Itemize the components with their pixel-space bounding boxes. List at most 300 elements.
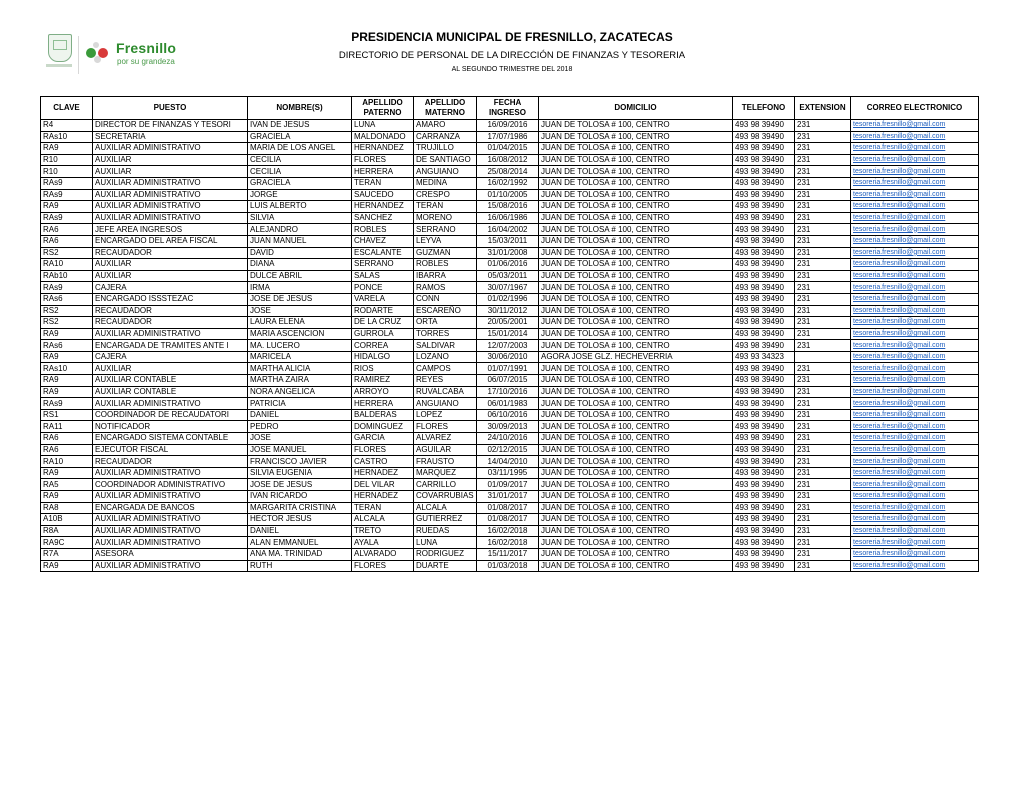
table-row	[41, 398, 979, 410]
table-header-row	[41, 97, 979, 120]
cell-telefono: 493 98 39490	[733, 154, 795, 166]
cell-domicilio: JUAN DE TOLOSA # 100, CENTRO	[539, 537, 733, 549]
cell-puesto: RECAUDADOR	[93, 456, 248, 468]
cell-correo[interactable]: tesoreria.fresnillo@gmail.com	[851, 131, 979, 143]
cell-correo[interactable]: tesoreria.fresnillo@gmail.com	[851, 525, 979, 537]
cell-domicilio: JUAN DE TOLOSA # 100, CENTRO	[539, 491, 733, 503]
cell-nombre: MARGARITA CRISTINA	[248, 502, 352, 514]
table-row	[41, 235, 979, 247]
cell-apellido-materno: ROBLES	[414, 259, 477, 271]
table-row	[41, 166, 979, 178]
cell-apellido-materno: ANGUIANO	[414, 398, 477, 410]
cell-clave: RA10	[41, 259, 93, 271]
cell-correo[interactable]: tesoreria.fresnillo@gmail.com	[851, 270, 979, 282]
cell-apellido-materno: ANGUIANO	[414, 166, 477, 178]
cell-fecha-ingreso: 16/08/2012	[477, 154, 539, 166]
cell-puesto: AUXILIAR ADMINISTRATIVO	[93, 514, 248, 526]
cell-nombre: JOSE	[248, 433, 352, 445]
cell-nombre: MARIA DE LOS ANGEL	[248, 143, 352, 155]
cell-apellido-paterno: HIDALGO	[352, 351, 414, 363]
cell-domicilio: JUAN DE TOLOSA # 100, CENTRO	[539, 386, 733, 398]
cell-clave: RA8	[41, 502, 93, 514]
cell-clave: RA5	[41, 479, 93, 491]
cell-apellido-paterno: TERAN	[352, 502, 414, 514]
cell-telefono: 493 98 39490	[733, 143, 795, 155]
cell-puesto: DIRECTOR DE FINANZAS Y TESORI	[93, 120, 248, 132]
cell-apellido-materno: LEYVA	[414, 235, 477, 247]
table-row	[41, 247, 979, 259]
cell-apellido-materno: TRUJILLO	[414, 143, 477, 155]
cell-apellido-paterno: FLORES	[352, 444, 414, 456]
cell-fecha-ingreso: 01/04/2015	[477, 143, 539, 155]
table-row	[41, 363, 979, 375]
cell-fecha-ingreso: 12/07/2003	[477, 340, 539, 352]
cell-clave: RAs6	[41, 340, 93, 352]
cell-telefono: 493 98 39490	[733, 317, 795, 329]
column-header-clave: CLAVE	[41, 97, 93, 120]
cell-telefono: 493 98 39490	[733, 166, 795, 178]
cell-apellido-paterno: RIOS	[352, 363, 414, 375]
cell-apellido-materno: RUEDAS	[414, 525, 477, 537]
cell-apellido-paterno: ESCALANTE	[352, 247, 414, 259]
cell-apellido-materno: DE SANTIAGO	[414, 154, 477, 166]
cell-nombre: GRACIELA	[248, 131, 352, 143]
cell-correo[interactable]: tesoreria.fresnillo@gmail.com	[851, 293, 979, 305]
cell-puesto: AUXILIAR ADMINISTRATIVO	[93, 328, 248, 340]
cell-nombre: IVAN RICARDO	[248, 491, 352, 503]
cell-nombre: SILVIA	[248, 212, 352, 224]
cell-apellido-paterno: TRETO	[352, 525, 414, 537]
cell-telefono: 493 98 39490	[733, 177, 795, 189]
cell-fecha-ingreso: 30/07/1967	[477, 282, 539, 294]
cell-apellido-paterno: FLORES	[352, 154, 414, 166]
table-row	[41, 548, 979, 560]
cell-nombre: IRMA	[248, 282, 352, 294]
column-header-nombre: NOMBRE(S)	[248, 97, 352, 120]
cell-domicilio: JUAN DE TOLOSA # 100, CENTRO	[539, 189, 733, 201]
cell-telefono: 493 98 39490	[733, 514, 795, 526]
cell-extension: 231	[795, 247, 851, 259]
cell-correo[interactable]: tesoreria.fresnillo@gmail.com	[851, 386, 979, 398]
cell-nombre: JUAN MANUEL	[248, 235, 352, 247]
cell-clave: RS2	[41, 305, 93, 317]
cell-apellido-materno: ALVAREZ	[414, 433, 477, 445]
document-subtitle: DIRECTORIO DE PERSONAL DE LA DIRECCIÓN DE FINANZAS Y TESORERIA	[338, 50, 686, 61]
cell-telefono: 493 98 39490	[733, 525, 795, 537]
cell-extension: 231	[795, 317, 851, 329]
cell-fecha-ingreso: 31/01/2017	[477, 491, 539, 503]
cell-fecha-ingreso: 24/10/2016	[477, 433, 539, 445]
cell-apellido-paterno: ALVARADO	[352, 548, 414, 560]
cell-apellido-paterno: CHAVEZ	[352, 235, 414, 247]
cell-clave: RAs9	[41, 177, 93, 189]
cell-fecha-ingreso: 02/12/2015	[477, 444, 539, 456]
cell-extension: 231	[795, 560, 851, 572]
cell-nombre: SILVIA EUGENIA	[248, 467, 352, 479]
cell-correo[interactable]: tesoreria.fresnillo@gmail.com	[851, 247, 979, 259]
cell-telefono: 493 98 39490	[733, 259, 795, 271]
cell-telefono: 493 98 39490	[733, 491, 795, 503]
cell-clave: R10	[41, 166, 93, 178]
table-row	[41, 201, 979, 213]
cell-apellido-materno: IBARRA	[414, 270, 477, 282]
document-title: PRESIDENCIA MUNICIPAL DE FRESNILLO, ZACATECAS	[351, 30, 673, 44]
cell-puesto: AUXILIAR	[93, 270, 248, 282]
cell-correo[interactable]: tesoreria.fresnillo@gmail.com	[851, 201, 979, 213]
cell-nombre: PEDRO	[248, 421, 352, 433]
cell-puesto: AUXILIAR ADMINISTRATIVO	[93, 467, 248, 479]
cell-telefono: 493 98 39490	[733, 421, 795, 433]
cell-apellido-paterno: HERRERA	[352, 398, 414, 410]
cell-correo[interactable]: tesoreria.fresnillo@gmail.com	[851, 548, 979, 560]
cell-correo[interactable]: tesoreria.fresnillo@gmail.com	[851, 351, 979, 363]
cell-telefono: 493 98 39490	[733, 282, 795, 294]
cell-domicilio: JUAN DE TOLOSA # 100, CENTRO	[539, 502, 733, 514]
cell-correo[interactable]: tesoreria.fresnillo@gmail.com	[851, 502, 979, 514]
cell-puesto: AUXILIAR ADMINISTRATIVO	[93, 189, 248, 201]
cell-correo[interactable]: tesoreria.fresnillo@gmail.com	[851, 166, 979, 178]
cell-fecha-ingreso: 16/02/1992	[477, 177, 539, 189]
cell-extension: 231	[795, 328, 851, 340]
cell-nombre: JOSE	[248, 305, 352, 317]
cell-apellido-materno: SALDIVAR	[414, 340, 477, 352]
cell-nombre: DANIEL	[248, 525, 352, 537]
cell-domicilio: JUAN DE TOLOSA # 100, CENTRO	[539, 270, 733, 282]
cell-domicilio: JUAN DE TOLOSA # 100, CENTRO	[539, 444, 733, 456]
cell-apellido-materno: SERRANO	[414, 224, 477, 236]
cell-extension: 231	[795, 548, 851, 560]
cell-nombre: MARTHA ALICIA	[248, 363, 352, 375]
cell-correo[interactable]: tesoreria.fresnillo@gmail.com	[851, 479, 979, 491]
table-row	[41, 467, 979, 479]
cell-telefono: 493 98 39490	[733, 212, 795, 224]
cell-puesto: ENCARGADO SISTEMA CONTABLE	[93, 433, 248, 445]
cell-telefono: 493 98 39490	[733, 386, 795, 398]
cell-apellido-materno: MEDINA	[414, 177, 477, 189]
table-row	[41, 525, 979, 537]
table-row	[41, 189, 979, 201]
cell-correo[interactable]: tesoreria.fresnillo@gmail.com	[851, 456, 979, 468]
cell-apellido-materno: AGUILAR	[414, 444, 477, 456]
document-period: AL SEGUNDO TRIMESTRE DEL 2018	[451, 66, 573, 73]
table-row	[41, 514, 979, 526]
cell-extension: 231	[795, 154, 851, 166]
cell-clave: RAs10	[41, 131, 93, 143]
table-row	[41, 212, 979, 224]
table-row	[41, 143, 979, 155]
table-row	[41, 421, 979, 433]
cell-puesto: JEFE AREA INGRESOS	[93, 224, 248, 236]
cell-correo[interactable]: tesoreria.fresnillo@gmail.com	[851, 305, 979, 317]
cell-correo[interactable]: tesoreria.fresnillo@gmail.com	[851, 317, 979, 329]
cell-correo[interactable]: tesoreria.fresnillo@gmail.com	[851, 120, 979, 132]
cell-extension: 231	[795, 409, 851, 421]
cell-apellido-materno: CARRANZA	[414, 131, 477, 143]
cell-domicilio: JUAN DE TOLOSA # 100, CENTRO	[539, 398, 733, 410]
cell-extension: 231	[795, 224, 851, 236]
cell-fecha-ingreso: 15/11/2017	[477, 548, 539, 560]
cell-correo[interactable]: tesoreria.fresnillo@gmail.com	[851, 235, 979, 247]
cell-apellido-materno: MARQUEZ	[414, 467, 477, 479]
cell-apellido-materno: CAMPOS	[414, 363, 477, 375]
table-row	[41, 386, 979, 398]
cell-domicilio: JUAN DE TOLOSA # 100, CENTRO	[539, 282, 733, 294]
column-header-telefono: TELEFONO	[733, 97, 795, 120]
cell-nombre: HECTOR JESUS	[248, 514, 352, 526]
cell-apellido-materno: DUARTE	[414, 560, 477, 572]
cell-nombre: LUIS ALBERTO	[248, 201, 352, 213]
cell-correo[interactable]: tesoreria.fresnillo@gmail.com	[851, 467, 979, 479]
cell-nombre: JORGE	[248, 189, 352, 201]
table-row	[41, 409, 979, 421]
cell-fecha-ingreso: 06/10/2016	[477, 409, 539, 421]
cell-correo[interactable]: tesoreria.fresnillo@gmail.com	[851, 154, 979, 166]
cell-puesto: AUXILIAR	[93, 363, 248, 375]
cell-apellido-paterno: HERNANDEZ	[352, 143, 414, 155]
cell-clave: R4	[41, 120, 93, 132]
cell-correo[interactable]: tesoreria.fresnillo@gmail.com	[851, 433, 979, 445]
cell-fecha-ingreso: 17/07/1986	[477, 131, 539, 143]
cell-puesto: AUXILIAR ADMINISTRATIVO	[93, 177, 248, 189]
cell-correo[interactable]: tesoreria.fresnillo@gmail.com	[851, 398, 979, 410]
cell-clave: RA9	[41, 560, 93, 572]
cell-domicilio: JUAN DE TOLOSA # 100, CENTRO	[539, 456, 733, 468]
cell-puesto: COORDINADOR ADMINISTRATIVO	[93, 479, 248, 491]
cell-domicilio: JUAN DE TOLOSA # 100, CENTRO	[539, 305, 733, 317]
cell-apellido-materno: ORTA	[414, 317, 477, 329]
cell-domicilio: JUAN DE TOLOSA # 100, CENTRO	[539, 120, 733, 132]
cell-apellido-materno: AMARO	[414, 120, 477, 132]
table-row	[41, 537, 979, 549]
cell-correo[interactable]: tesoreria.fresnillo@gmail.com	[851, 491, 979, 503]
cell-correo[interactable]: tesoreria.fresnillo@gmail.com	[851, 444, 979, 456]
column-header-apellido-paterno: APELLIDO PATERNO	[352, 97, 414, 120]
cell-domicilio: JUAN DE TOLOSA # 100, CENTRO	[539, 433, 733, 445]
cell-puesto: RECAUDADOR	[93, 305, 248, 317]
cell-puesto: ENCARGADA DE TRAMITES ANTE I	[93, 340, 248, 352]
cell-extension: 231	[795, 293, 851, 305]
cell-puesto: AUXILIAR CONTABLE	[93, 375, 248, 387]
cell-puesto: CAJERA	[93, 351, 248, 363]
cell-clave: RS2	[41, 247, 93, 259]
table-row	[41, 340, 979, 352]
cell-puesto: CAJERA	[93, 282, 248, 294]
cell-telefono: 493 98 39490	[733, 433, 795, 445]
cell-telefono: 493 98 39490	[733, 293, 795, 305]
cell-puesto: AUXILIAR ADMINISTRATIVO	[93, 143, 248, 155]
cell-fecha-ingreso: 20/05/2001	[477, 317, 539, 329]
cell-telefono: 493 98 39490	[733, 363, 795, 375]
cell-puesto: ASESORA	[93, 548, 248, 560]
cell-apellido-paterno: HERRERA	[352, 166, 414, 178]
cell-nombre: DIANA	[248, 259, 352, 271]
table-row	[41, 154, 979, 166]
cell-nombre: DULCE ABRIL	[248, 270, 352, 282]
cell-apellido-materno: ALCALA	[414, 502, 477, 514]
cell-telefono: 493 98 39490	[733, 560, 795, 572]
cell-apellido-paterno: HERNADEZ	[352, 491, 414, 503]
cell-correo[interactable]: tesoreria.fresnillo@gmail.com	[851, 363, 979, 375]
cell-puesto: AUXILIAR ADMINISTRATIVO	[93, 560, 248, 572]
cell-extension	[795, 351, 851, 363]
cell-fecha-ingreso: 30/09/2013	[477, 421, 539, 433]
cell-domicilio: JUAN DE TOLOSA # 100, CENTRO	[539, 247, 733, 259]
cell-puesto: ENCARGADO ISSSTEZAC	[93, 293, 248, 305]
cell-clave: RA9	[41, 328, 93, 340]
table-row	[41, 502, 979, 514]
cell-nombre: JOSE DE JESUS	[248, 479, 352, 491]
cell-puesto: ENCARGADA DE BANCOS	[93, 502, 248, 514]
cell-puesto: AUXILIAR	[93, 166, 248, 178]
cell-puesto: RECAUDADOR	[93, 247, 248, 259]
cell-correo[interactable]: tesoreria.fresnillo@gmail.com	[851, 340, 979, 352]
cell-fecha-ingreso: 01/03/2018	[477, 560, 539, 572]
cell-correo[interactable]: tesoreria.fresnillo@gmail.com	[851, 177, 979, 189]
cell-clave: R8A	[41, 525, 93, 537]
cell-apellido-paterno: DOMINGUEZ	[352, 421, 414, 433]
cell-nombre: FRANCISCO JAVIER	[248, 456, 352, 468]
cell-apellido-paterno: ARROYO	[352, 386, 414, 398]
cell-extension: 231	[795, 467, 851, 479]
column-header-domicilio: DOMICILIO	[539, 97, 733, 120]
cell-correo[interactable]: tesoreria.fresnillo@gmail.com	[851, 189, 979, 201]
cell-domicilio: JUAN DE TOLOSA # 100, CENTRO	[539, 293, 733, 305]
cell-correo[interactable]: tesoreria.fresnillo@gmail.com	[851, 514, 979, 526]
cell-domicilio: JUAN DE TOLOSA # 100, CENTRO	[539, 154, 733, 166]
cell-correo[interactable]: tesoreria.fresnillo@gmail.com	[851, 259, 979, 271]
cell-puesto: SECRETARIA	[93, 131, 248, 143]
cell-apellido-materno: REYES	[414, 375, 477, 387]
column-header-extension: EXTENSION	[795, 97, 851, 120]
cell-extension: 231	[795, 525, 851, 537]
cell-puesto: AUXILIAR ADMINISTRATIVO	[93, 491, 248, 503]
cell-clave: RA6	[41, 433, 93, 445]
table-row	[41, 560, 979, 572]
cell-telefono: 493 98 39490	[733, 224, 795, 236]
cell-extension: 231	[795, 270, 851, 282]
table-row	[41, 282, 979, 294]
cell-apellido-materno: CRESPO	[414, 189, 477, 201]
cell-clave: RA9	[41, 491, 93, 503]
cell-fecha-ingreso: 01/08/2017	[477, 502, 539, 514]
cell-domicilio: JUAN DE TOLOSA # 100, CENTRO	[539, 317, 733, 329]
logo-tagline: por su grandeza	[117, 57, 175, 66]
cell-fecha-ingreso: 16/02/2018	[477, 525, 539, 537]
cell-domicilio: JUAN DE TOLOSA # 100, CENTRO	[539, 363, 733, 375]
cell-domicilio: JUAN DE TOLOSA # 100, CENTRO	[539, 177, 733, 189]
cell-fecha-ingreso: 16/04/2002	[477, 224, 539, 236]
cell-apellido-materno: RODRIGUEZ	[414, 548, 477, 560]
cell-nombre: MARICELA	[248, 351, 352, 363]
cell-domicilio: JUAN DE TOLOSA # 100, CENTRO	[539, 224, 733, 236]
cell-clave: RAs9	[41, 189, 93, 201]
cell-apellido-paterno: PONCE	[352, 282, 414, 294]
cell-nombre: CECILIA	[248, 166, 352, 178]
cell-apellido-paterno: SAUCEDO	[352, 189, 414, 201]
cell-clave: RAs10	[41, 363, 93, 375]
cell-telefono: 493 98 39490	[733, 548, 795, 560]
column-header-correo: CORREO ELECTRONICO	[851, 97, 979, 120]
cell-apellido-materno: TERAN	[414, 201, 477, 213]
cell-domicilio: JUAN DE TOLOSA # 100, CENTRO	[539, 328, 733, 340]
cell-clave: RAs9	[41, 282, 93, 294]
cell-correo[interactable]: tesoreria.fresnillo@gmail.com	[851, 421, 979, 433]
cell-clave: RA9	[41, 375, 93, 387]
table-row	[41, 293, 979, 305]
cell-telefono: 493 98 39490	[733, 201, 795, 213]
table-row	[41, 224, 979, 236]
column-header-apellido-materno: APELLIDO MATERNO	[414, 97, 477, 120]
cell-puesto: ENCARGADO DEL AREA FISCAL	[93, 235, 248, 247]
cell-apellido-paterno: SALAS	[352, 270, 414, 282]
cell-domicilio: JUAN DE TOLOSA # 100, CENTRO	[539, 131, 733, 143]
cell-domicilio: JUAN DE TOLOSA # 100, CENTRO	[539, 525, 733, 537]
table-row	[41, 351, 979, 363]
cell-correo[interactable]: tesoreria.fresnillo@gmail.com	[851, 409, 979, 421]
cell-telefono: 493 98 39490	[733, 502, 795, 514]
cell-telefono: 493 93 34323	[733, 351, 795, 363]
cell-puesto: AUXILIAR CONTABLE	[93, 386, 248, 398]
cell-extension: 231	[795, 363, 851, 375]
table-row	[41, 491, 979, 503]
cell-nombre: PATRICIA	[248, 398, 352, 410]
cell-puesto: AUXILIAR ADMINISTRATIVO	[93, 398, 248, 410]
cell-correo[interactable]: tesoreria.fresnillo@gmail.com	[851, 328, 979, 340]
cell-extension: 231	[795, 491, 851, 503]
cell-correo[interactable]: tesoreria.fresnillo@gmail.com	[851, 224, 979, 236]
cell-correo[interactable]: tesoreria.fresnillo@gmail.com	[851, 375, 979, 387]
cell-telefono: 493 98 39490	[733, 479, 795, 491]
cell-extension: 231	[795, 259, 851, 271]
cell-fecha-ingreso: 06/01/1983	[477, 398, 539, 410]
cell-puesto: AUXILIAR ADMINISTRATIVO	[93, 525, 248, 537]
cell-telefono: 493 98 39490	[733, 328, 795, 340]
cell-telefono: 493 98 39490	[733, 189, 795, 201]
cell-telefono: 493 98 39490	[733, 235, 795, 247]
table-row	[41, 479, 979, 491]
table-row	[41, 259, 979, 271]
cell-correo[interactable]: tesoreria.fresnillo@gmail.com	[851, 212, 979, 224]
cell-clave: RA9	[41, 386, 93, 398]
cell-nombre: DAVID	[248, 247, 352, 259]
cell-extension: 231	[795, 212, 851, 224]
cell-correo[interactable]: tesoreria.fresnillo@gmail.com	[851, 282, 979, 294]
cell-correo[interactable]: tesoreria.fresnillo@gmail.com	[851, 537, 979, 549]
cell-domicilio: JUAN DE TOLOSA # 100, CENTRO	[539, 166, 733, 178]
table-row	[41, 317, 979, 329]
cell-puesto: EJECUTOR FISCAL	[93, 444, 248, 456]
cell-apellido-paterno: RAMIREZ	[352, 375, 414, 387]
cell-clave: RAs9	[41, 212, 93, 224]
cell-puesto: AUXILIAR	[93, 154, 248, 166]
cell-apellido-paterno: VARELA	[352, 293, 414, 305]
cell-clave: RA9	[41, 351, 93, 363]
cell-fecha-ingreso: 15/01/2014	[477, 328, 539, 340]
cell-apellido-paterno: DEL VILAR	[352, 479, 414, 491]
column-header-fecha-ingreso: FECHA INGRESO	[477, 97, 539, 120]
cell-clave: RA9	[41, 467, 93, 479]
cell-telefono: 493 98 39490	[733, 375, 795, 387]
cell-correo[interactable]: tesoreria.fresnillo@gmail.com	[851, 143, 979, 155]
cell-domicilio: JUAN DE TOLOSA # 100, CENTRO	[539, 560, 733, 572]
cell-correo[interactable]: tesoreria.fresnillo@gmail.com	[851, 560, 979, 572]
table-row	[41, 328, 979, 340]
cell-nombre: MA. LUCERO	[248, 340, 352, 352]
cell-extension: 231	[795, 421, 851, 433]
cell-extension: 231	[795, 340, 851, 352]
cell-extension: 231	[795, 375, 851, 387]
table-row	[41, 375, 979, 387]
